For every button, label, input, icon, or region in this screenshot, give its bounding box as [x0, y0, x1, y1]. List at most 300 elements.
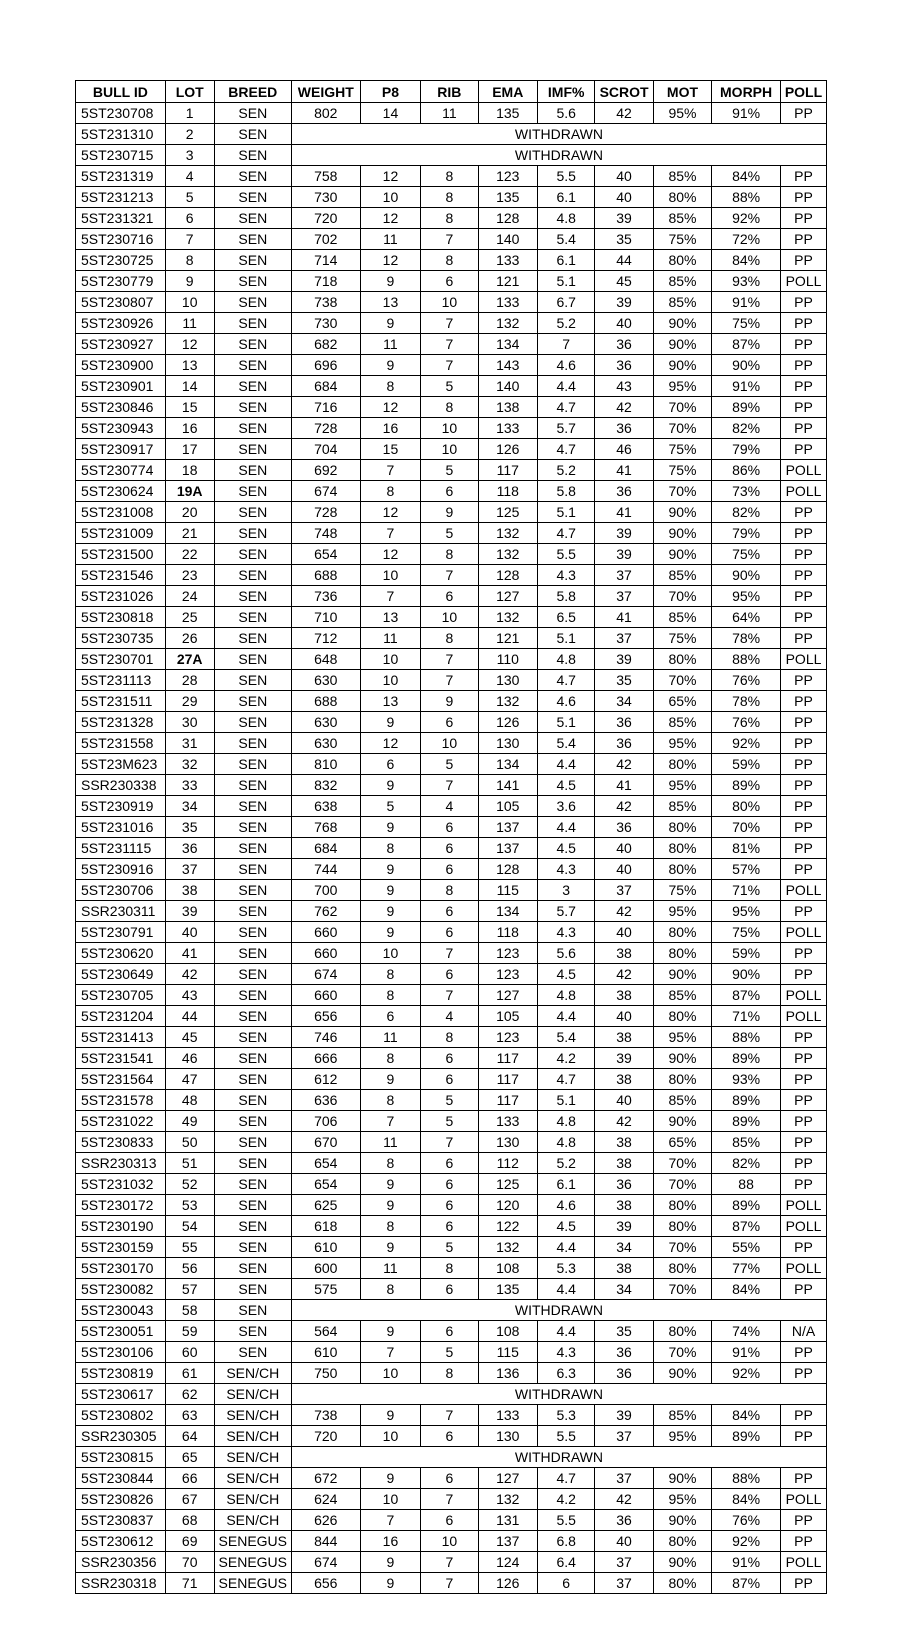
mot-cell: 80%: [653, 1195, 711, 1216]
imf-cell: 4.4: [538, 376, 595, 397]
morph-cell: 92%: [712, 733, 781, 754]
breed-cell: SEN: [214, 439, 291, 460]
mot-cell: 90%: [653, 544, 711, 565]
bull-id-cell: 5ST231328: [76, 712, 166, 733]
breed-cell: SEN: [214, 775, 291, 796]
weight-cell: 684: [291, 376, 360, 397]
lot-cell: 17: [165, 439, 214, 460]
table-row: [76, 1363, 827, 1384]
poll-cell: PP: [781, 670, 827, 691]
withdrawn-cell: WITHDRAWN: [291, 124, 826, 145]
poll-cell: PP: [781, 229, 827, 250]
p8-cell: 8: [360, 1153, 420, 1174]
mot-cell: 85%: [653, 712, 711, 733]
mot-cell: 90%: [653, 523, 711, 544]
ema-cell: 110: [478, 649, 537, 670]
rib-cell: 8: [421, 1258, 478, 1279]
ema-cell: 133: [478, 1405, 537, 1426]
bull-id-cell: 5ST230791: [76, 922, 166, 943]
mot-cell: 65%: [653, 1132, 711, 1153]
table-row: [76, 1384, 827, 1405]
breed-cell: SEN: [214, 586, 291, 607]
lot-cell: 16: [165, 418, 214, 439]
table-row: [76, 1048, 827, 1069]
poll-cell: PP: [781, 901, 827, 922]
mot-cell: 80%: [653, 1573, 711, 1594]
poll-cell: PP: [781, 1531, 827, 1552]
breed-cell: SEN: [214, 964, 291, 985]
header-imf: IMF%: [538, 81, 595, 103]
rib-cell: 6: [421, 586, 478, 607]
scrot-cell: 39: [595, 1048, 653, 1069]
mot-cell: 85%: [653, 1405, 711, 1426]
p8-cell: 13: [360, 292, 420, 313]
ema-cell: 136: [478, 1363, 537, 1384]
morph-cell: 92%: [712, 1531, 781, 1552]
poll-cell: PP: [781, 1069, 827, 1090]
weight-cell: 844: [291, 1531, 360, 1552]
scrot-cell: 39: [595, 1216, 653, 1237]
morph-cell: 92%: [712, 1363, 781, 1384]
bull-id-cell: 5ST230833: [76, 1132, 166, 1153]
morph-cell: 59%: [712, 754, 781, 775]
bull-id-cell: 5ST230649: [76, 964, 166, 985]
ema-cell: 117: [478, 1048, 537, 1069]
table-row: [76, 1426, 827, 1447]
scrot-cell: 37: [595, 1426, 653, 1447]
lot-cell: 45: [165, 1027, 214, 1048]
rib-cell: 8: [421, 544, 478, 565]
weight-cell: 666: [291, 1048, 360, 1069]
rib-cell: 6: [421, 1468, 478, 1489]
table-row: [76, 1237, 827, 1258]
table-row: [76, 187, 827, 208]
p8-cell: 11: [360, 1258, 420, 1279]
p8-cell: 8: [360, 1048, 420, 1069]
p8-cell: 6: [360, 754, 420, 775]
table-row: [76, 775, 827, 796]
imf-cell: 6.8: [538, 1531, 595, 1552]
rib-cell: 7: [421, 775, 478, 796]
breed-cell: SEN: [214, 523, 291, 544]
withdrawn-cell: WITHDRAWN: [291, 145, 826, 166]
scrot-cell: 45: [595, 271, 653, 292]
scrot-cell: 41: [595, 775, 653, 796]
weight-cell: 674: [291, 1552, 360, 1573]
weight-cell: 660: [291, 985, 360, 1006]
breed-cell: SEN: [214, 544, 291, 565]
morph-cell: 89%: [712, 775, 781, 796]
imf-cell: 4.7: [538, 1468, 595, 1489]
p8-cell: 11: [360, 1027, 420, 1048]
lot-cell: 12: [165, 334, 214, 355]
breed-cell: SEN: [214, 712, 291, 733]
poll-cell: PP: [781, 103, 827, 124]
p8-cell: 8: [360, 376, 420, 397]
mot-cell: 70%: [653, 1342, 711, 1363]
lot-cell: 36: [165, 838, 214, 859]
imf-cell: 5.4: [538, 229, 595, 250]
weight-cell: 656: [291, 1573, 360, 1594]
p8-cell: 8: [360, 1216, 420, 1237]
table-row: [76, 691, 827, 712]
imf-cell: 5.1: [538, 271, 595, 292]
rib-cell: 6: [421, 1069, 478, 1090]
scrot-cell: 35: [595, 670, 653, 691]
poll-cell: PP: [781, 565, 827, 586]
morph-cell: 70%: [712, 817, 781, 838]
p8-cell: 10: [360, 1426, 420, 1447]
table-row: [76, 859, 827, 880]
breed-cell: SEN: [214, 145, 291, 166]
ema-cell: 125: [478, 502, 537, 523]
poll-cell: PP: [781, 1342, 827, 1363]
weight-cell: 612: [291, 1069, 360, 1090]
ema-cell: 115: [478, 880, 537, 901]
morph-cell: 87%: [712, 985, 781, 1006]
table-row: [76, 250, 827, 271]
p8-cell: 7: [360, 1111, 420, 1132]
weight-cell: 600: [291, 1258, 360, 1279]
mot-cell: 95%: [653, 1426, 711, 1447]
rib-cell: 7: [421, 985, 478, 1006]
scrot-cell: 46: [595, 439, 653, 460]
bull-id-cell: 5ST230106: [76, 1342, 166, 1363]
p8-cell: 9: [360, 1174, 420, 1195]
morph-cell: 95%: [712, 901, 781, 922]
bull-id-cell: 5ST231113: [76, 670, 166, 691]
imf-cell: 7: [538, 334, 595, 355]
morph-cell: 79%: [712, 439, 781, 460]
lot-cell: 43: [165, 985, 214, 1006]
lot-cell: 40: [165, 922, 214, 943]
poll-cell: PP: [781, 733, 827, 754]
withdrawn-cell: WITHDRAWN: [291, 1300, 826, 1321]
ema-cell: 130: [478, 1132, 537, 1153]
p8-cell: 11: [360, 1132, 420, 1153]
imf-cell: 5.4: [538, 1027, 595, 1048]
poll-cell: PP: [781, 1153, 827, 1174]
ema-cell: 135: [478, 187, 537, 208]
weight-cell: 654: [291, 1174, 360, 1195]
breed-cell: SEN/CH: [214, 1489, 291, 1510]
breed-cell: SEN: [214, 670, 291, 691]
morph-cell: 87%: [712, 334, 781, 355]
imf-cell: 5.6: [538, 103, 595, 124]
imf-cell: 4.8: [538, 1132, 595, 1153]
rib-cell: 6: [421, 1279, 478, 1300]
imf-cell: 5.6: [538, 943, 595, 964]
scrot-cell: 37: [595, 628, 653, 649]
scrot-cell: 40: [595, 1531, 653, 1552]
mot-cell: 80%: [653, 649, 711, 670]
weight-cell: 674: [291, 481, 360, 502]
rib-cell: 8: [421, 397, 478, 418]
ema-cell: 118: [478, 481, 537, 502]
p8-cell: 12: [360, 166, 420, 187]
imf-cell: 4.4: [538, 1321, 595, 1342]
rib-cell: 6: [421, 712, 478, 733]
imf-cell: 5.7: [538, 418, 595, 439]
breed-cell: SEN: [214, 985, 291, 1006]
poll-cell: PP: [781, 1279, 827, 1300]
ema-cell: 133: [478, 418, 537, 439]
table-row: [76, 1447, 827, 1468]
ema-cell: 137: [478, 817, 537, 838]
imf-cell: 4.5: [538, 838, 595, 859]
ema-cell: 120: [478, 1195, 537, 1216]
ema-cell: 115: [478, 1342, 537, 1363]
imf-cell: 5.1: [538, 502, 595, 523]
lot-cell: 67: [165, 1489, 214, 1510]
table-row: [76, 1321, 827, 1342]
rib-cell: 6: [421, 1321, 478, 1342]
weight-cell: 638: [291, 796, 360, 817]
table-row: [76, 502, 827, 523]
scrot-cell: 36: [595, 334, 653, 355]
morph-cell: 87%: [712, 1216, 781, 1237]
p8-cell: 7: [360, 1510, 420, 1531]
breed-cell: SEN: [214, 229, 291, 250]
breed-cell: SEN: [214, 838, 291, 859]
lot-cell: 21: [165, 523, 214, 544]
rib-cell: 7: [421, 1489, 478, 1510]
breed-cell: SEN: [214, 1237, 291, 1258]
bull-id-cell: 5ST231319: [76, 166, 166, 187]
lot-cell: 48: [165, 1090, 214, 1111]
rib-cell: 8: [421, 1363, 478, 1384]
table-row: [76, 586, 827, 607]
header-rib: RIB: [421, 81, 478, 103]
ema-cell: 117: [478, 1069, 537, 1090]
scrot-cell: 40: [595, 859, 653, 880]
imf-cell: 3.6: [538, 796, 595, 817]
p8-cell: 9: [360, 922, 420, 943]
mot-cell: 90%: [653, 1468, 711, 1489]
mot-cell: 85%: [653, 271, 711, 292]
imf-cell: 6.7: [538, 292, 595, 313]
mot-cell: 70%: [653, 481, 711, 502]
scrot-cell: 41: [595, 460, 653, 481]
rib-cell: 8: [421, 187, 478, 208]
p8-cell: 12: [360, 544, 420, 565]
bull-data-table: [75, 80, 827, 1594]
scrot-cell: 39: [595, 649, 653, 670]
lot-cell: 58: [165, 1300, 214, 1321]
ema-cell: 117: [478, 460, 537, 481]
ema-cell: 133: [478, 1111, 537, 1132]
lot-cell: 5: [165, 187, 214, 208]
p8-cell: 9: [360, 1468, 420, 1489]
lot-cell: 69: [165, 1531, 214, 1552]
poll-cell: POLL: [781, 1489, 827, 1510]
bull-id-cell: 5ST231558: [76, 733, 166, 754]
scrot-cell: 44: [595, 250, 653, 271]
breed-cell: SEN/CH: [214, 1468, 291, 1489]
weight-cell: 730: [291, 187, 360, 208]
poll-cell: PP: [781, 838, 827, 859]
poll-cell: POLL: [781, 1195, 827, 1216]
imf-cell: 4.2: [538, 1489, 595, 1510]
mot-cell: 90%: [653, 313, 711, 334]
imf-cell: 4.3: [538, 565, 595, 586]
breed-cell: SEN: [214, 1006, 291, 1027]
lot-cell: 11: [165, 313, 214, 334]
breed-cell: SEN: [214, 460, 291, 481]
ema-cell: 105: [478, 1006, 537, 1027]
imf-cell: 6.5: [538, 607, 595, 628]
p8-cell: 7: [360, 523, 420, 544]
p8-cell: 10: [360, 670, 420, 691]
ema-cell: 126: [478, 1573, 537, 1594]
weight-cell: 706: [291, 1111, 360, 1132]
rib-cell: 6: [421, 817, 478, 838]
poll-cell: PP: [781, 208, 827, 229]
breed-cell: SEN: [214, 1090, 291, 1111]
rib-cell: 7: [421, 649, 478, 670]
poll-cell: PP: [781, 1090, 827, 1111]
poll-cell: PP: [781, 1468, 827, 1489]
bull-id-cell: 5ST230701: [76, 649, 166, 670]
imf-cell: 5.7: [538, 901, 595, 922]
morph-cell: 91%: [712, 103, 781, 124]
morph-cell: 84%: [712, 1489, 781, 1510]
poll-cell: PP: [781, 1027, 827, 1048]
imf-cell: 6: [538, 1573, 595, 1594]
morph-cell: 71%: [712, 880, 781, 901]
morph-cell: 93%: [712, 1069, 781, 1090]
table-row: [76, 1300, 827, 1321]
morph-cell: 84%: [712, 250, 781, 271]
morph-cell: 84%: [712, 1279, 781, 1300]
lot-cell: 26: [165, 628, 214, 649]
mot-cell: 70%: [653, 1237, 711, 1258]
scrot-cell: 37: [595, 565, 653, 586]
breed-cell: SEN: [214, 124, 291, 145]
rib-cell: 8: [421, 1027, 478, 1048]
morph-cell: 90%: [712, 565, 781, 586]
lot-cell: 51: [165, 1153, 214, 1174]
mot-cell: 80%: [653, 187, 711, 208]
rib-cell: 5: [421, 754, 478, 775]
header-bull-id: BULL ID: [76, 81, 166, 103]
poll-cell: PP: [781, 1111, 827, 1132]
rib-cell: 5: [421, 1090, 478, 1111]
poll-cell: POLL: [781, 985, 827, 1006]
ema-cell: 125: [478, 1174, 537, 1195]
rib-cell: 9: [421, 502, 478, 523]
morph-cell: 76%: [712, 670, 781, 691]
imf-cell: 6.1: [538, 250, 595, 271]
scrot-cell: 38: [595, 1258, 653, 1279]
breed-cell: SEN: [214, 187, 291, 208]
ema-cell: 127: [478, 985, 537, 1006]
bull-id-cell: 5ST230919: [76, 796, 166, 817]
imf-cell: 3: [538, 880, 595, 901]
ema-cell: 126: [478, 439, 537, 460]
header-ema: EMA: [478, 81, 537, 103]
bull-id-cell: 5ST230846: [76, 397, 166, 418]
scrot-cell: 37: [595, 880, 653, 901]
scrot-cell: 39: [595, 1405, 653, 1426]
scrot-cell: 35: [595, 1321, 653, 1342]
p8-cell: 11: [360, 628, 420, 649]
ema-cell: 128: [478, 859, 537, 880]
bull-id-cell: 5ST231541: [76, 1048, 166, 1069]
morph-cell: 78%: [712, 691, 781, 712]
ema-cell: 135: [478, 103, 537, 124]
imf-cell: 4.3: [538, 859, 595, 880]
lot-cell: 33: [165, 775, 214, 796]
rib-cell: 8: [421, 250, 478, 271]
bull-id-cell: 5ST230051: [76, 1321, 166, 1342]
breed-cell: SEN: [214, 796, 291, 817]
poll-cell: PP: [781, 1405, 827, 1426]
ema-cell: 123: [478, 943, 537, 964]
ema-cell: 131: [478, 1510, 537, 1531]
rib-cell: 6: [421, 1174, 478, 1195]
poll-cell: PP: [781, 313, 827, 334]
rib-cell: 7: [421, 313, 478, 334]
imf-cell: 4.3: [538, 1342, 595, 1363]
mot-cell: 75%: [653, 628, 711, 649]
ema-cell: 123: [478, 964, 537, 985]
ema-cell: 133: [478, 250, 537, 271]
lot-cell: 56: [165, 1258, 214, 1279]
morph-cell: 88: [712, 1174, 781, 1195]
scrot-cell: 39: [595, 523, 653, 544]
mot-cell: 85%: [653, 607, 711, 628]
table-row: [76, 922, 827, 943]
bull-id-cell: SSR230311: [76, 901, 166, 922]
breed-cell: SEN: [214, 418, 291, 439]
scrot-cell: 37: [595, 1573, 653, 1594]
p8-cell: 9: [360, 775, 420, 796]
scrot-cell: 41: [595, 502, 653, 523]
weight-cell: 624: [291, 1489, 360, 1510]
rib-cell: 6: [421, 859, 478, 880]
bull-id-cell: 5ST231511: [76, 691, 166, 712]
imf-cell: 5.5: [538, 544, 595, 565]
morph-cell: 81%: [712, 838, 781, 859]
table-row: [76, 544, 827, 565]
rib-cell: 10: [421, 733, 478, 754]
rib-cell: 4: [421, 796, 478, 817]
weight-cell: 704: [291, 439, 360, 460]
imf-cell: 5.5: [538, 1426, 595, 1447]
bull-id-cell: 5ST230844: [76, 1468, 166, 1489]
rib-cell: 9: [421, 691, 478, 712]
breed-cell: SEN: [214, 292, 291, 313]
bull-id-cell: 5ST230624: [76, 481, 166, 502]
imf-cell: 4.7: [538, 1069, 595, 1090]
p8-cell: 10: [360, 1489, 420, 1510]
poll-cell: POLL: [781, 1258, 827, 1279]
weight-cell: 660: [291, 943, 360, 964]
poll-cell: PP: [781, 1426, 827, 1447]
lot-cell: 18: [165, 460, 214, 481]
mot-cell: 80%: [653, 943, 711, 964]
ema-cell: 117: [478, 1090, 537, 1111]
imf-cell: 4.4: [538, 817, 595, 838]
withdrawn-cell: WITHDRAWN: [291, 1384, 826, 1405]
ema-cell: 132: [478, 523, 537, 544]
bull-id-cell: 5ST230620: [76, 943, 166, 964]
p8-cell: 9: [360, 817, 420, 838]
mot-cell: 80%: [653, 1321, 711, 1342]
p8-cell: 9: [360, 712, 420, 733]
table-row: [76, 1006, 827, 1027]
